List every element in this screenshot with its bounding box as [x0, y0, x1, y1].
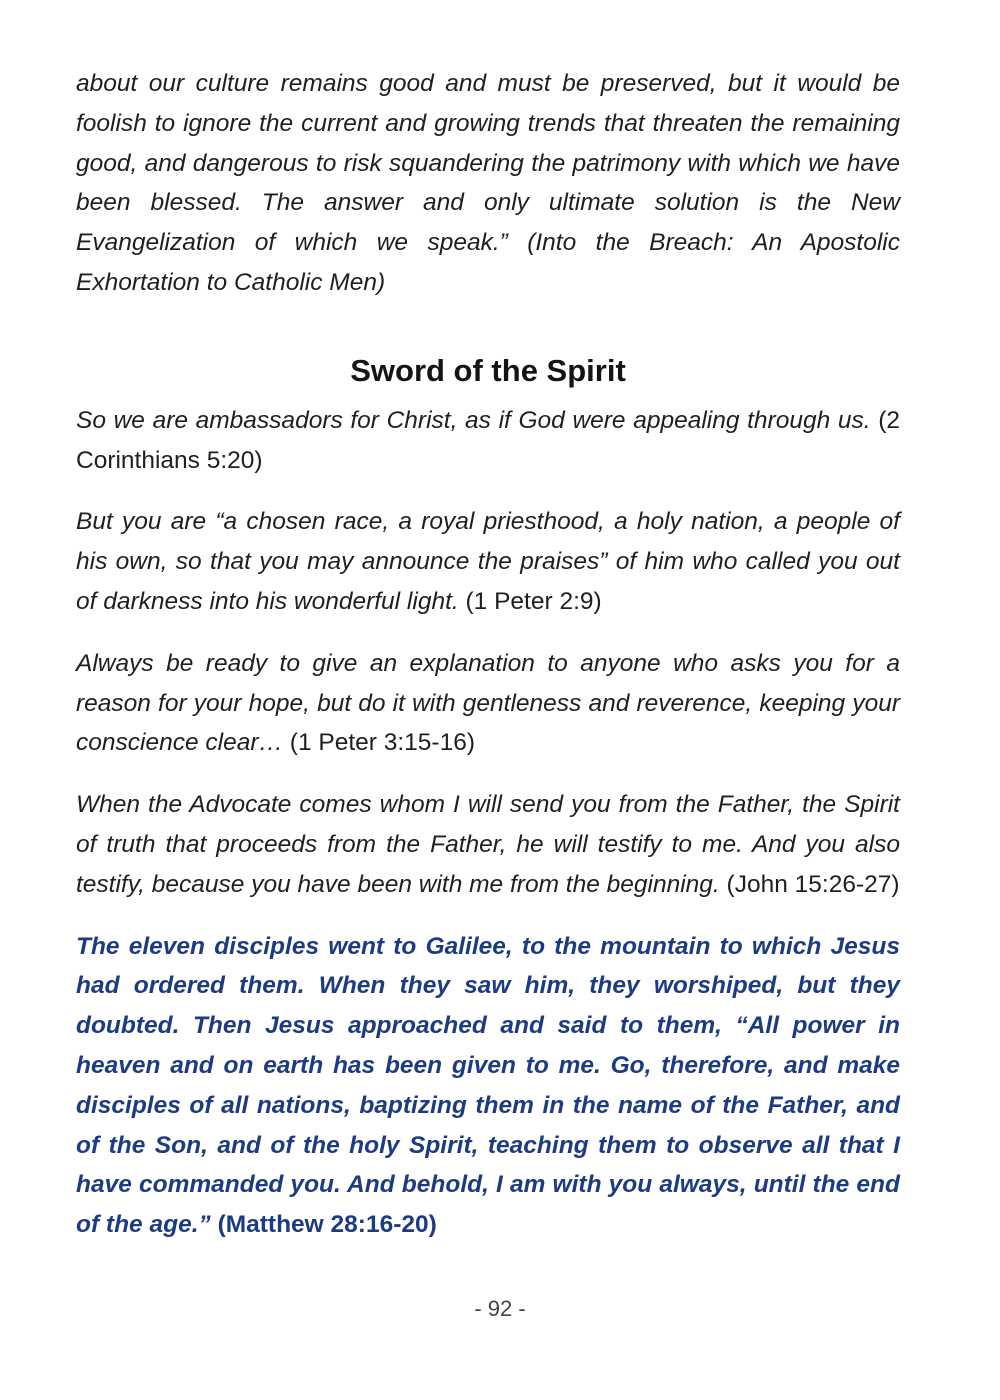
verse-text: Always be ready to give an explanation to anyone who asks you for a reason for your hope, but do it with gentleness and reverence, keeping your conscience clear…	[76, 649, 900, 757]
verse-reference: (1 Peter 3:15-16)	[282, 729, 476, 757]
verse-text: When the Advocate comes whom I will send you from the Father, the Spirit of truth that proceeds from the Father, he will testify to me. And you also testify, because you have been with me from the beginning.	[76, 791, 900, 898]
section-heading: Sword of the Spirit	[350, 352, 626, 388]
page-number: - 92 -	[474, 1296, 526, 1321]
highlighted-verse-paragraph	[76, 927, 900, 1245]
intro-paragraph: about our culture remains good and must be preserved, but it would be foolish to ignore the current and growing trends that threaten the remaining good, and dangerous to risk squandering the patrimony with which we have been blessed. The answer and only ultimate solution is the New Evangelization of which we speak.” (Into the Breach: An Apostolic Exhortation to Catholic Men)	[76, 70, 900, 296]
verse-text: The eleven disciples went to Galilee, to the mountain to which Jesus had ordered them. When they saw him, they worshiped, but they doubted. Then Jesus approached and said to them, “All power in heaven and on earth has been given to me. Go, therefore, and make disciples of all nations, baptizing them in the name of the Father, and of the Son, and of the holy Spirit, teaching them to observe all that I have commanded you. And behold, I am with you always, until the end of the age.”	[76, 932, 900, 1239]
verse-paragraph	[76, 644, 900, 763]
verse-reference: (John 15:26-27)	[719, 870, 900, 898]
verse-reference: (Matthew 28:16-20)	[210, 1211, 437, 1239]
page-body	[76, 64, 900, 1267]
verse-reference: (2 Corinthians 5:20)	[76, 406, 900, 474]
verse-paragraph	[76, 785, 900, 904]
verse-text: But you are “a chosen race, a royal priesthood, a holy nation, a people of his own, so that you may announce the praises” of him who called you out of darkness into his wonderful light.	[76, 508, 900, 615]
verse-paragraph	[76, 502, 900, 621]
verse-paragraph	[76, 401, 900, 481]
verse-text: So we are ambassadors for Christ, as if God were appealing through us.	[76, 406, 871, 434]
verse-reference: (1 Peter 2:9)	[458, 587, 602, 615]
